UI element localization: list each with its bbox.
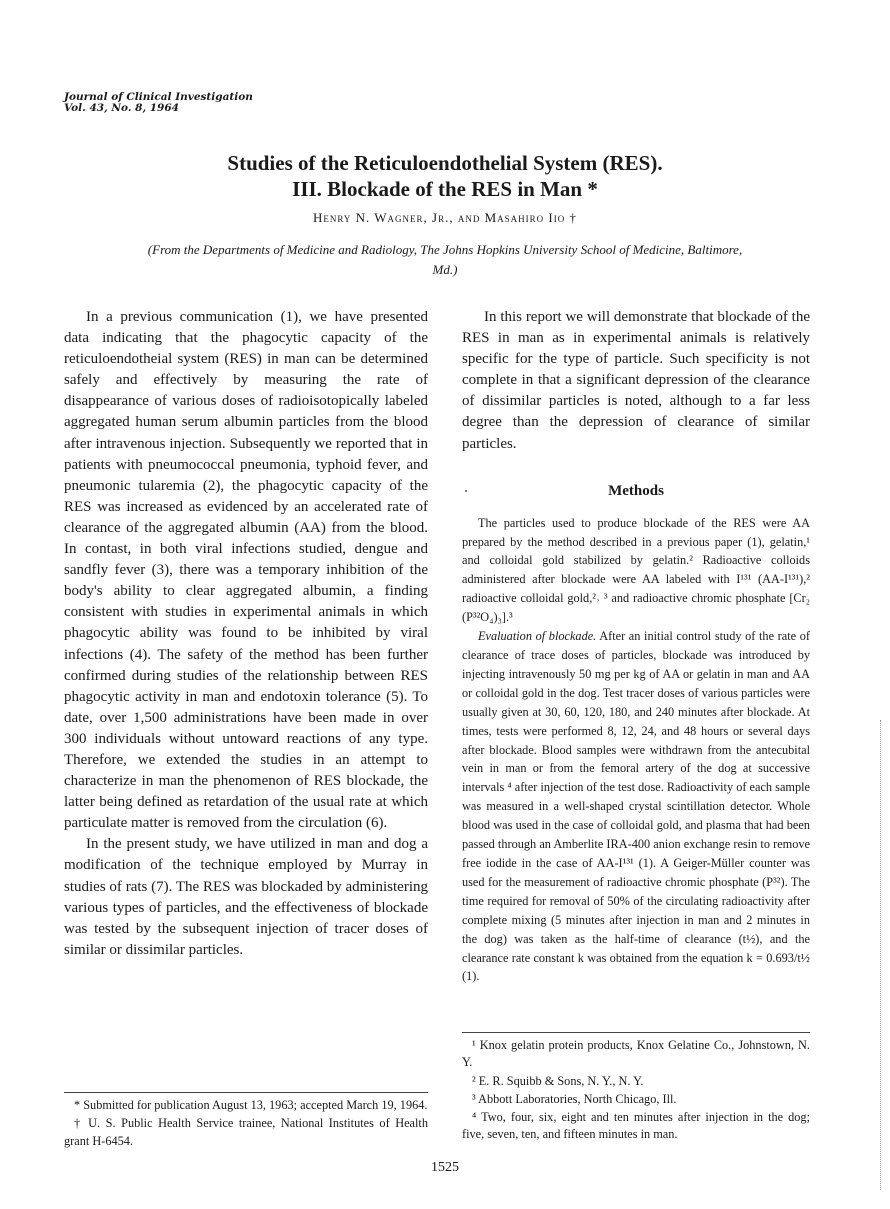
footnotes-right (462, 1032, 810, 1145)
footnote-submission: * Submitted for publication August 13, 1963; accepted March 19, 1964. (74, 1098, 428, 1112)
methods-body (462, 514, 810, 987)
footnote-4: ⁴ Two, four, six, eight and ten minutes after injection in the dog; five, seven, ten, and fifteen minutes in man. (462, 1110, 810, 1142)
scan-mark (465, 490, 467, 492)
title-line-1: Studies of the Reticuloendothelial System (RES). (227, 151, 663, 175)
title-line-2: III. Blockade of the RES in Man * (292, 177, 598, 201)
journal-name: Journal of Clinical Investigation (64, 91, 253, 103)
footnote-3: ³ Abbott Laboratories, North Chicago, Ill. (472, 1091, 677, 1106)
body-paragraph-1: In a previous communication (1), we have presented data indicating that the phagocytic capacity of the reticuloendotheial system (RES) in man can be determined safely and effectively by measuring the rate of disappearance of various doses of radioisotopically labeled aggregated human serum albumin particles from the blood after intravenous injection. Subsequently we reported that in patients with pneumococcal pneumonia, typhoid fever, and pneumonic tularemia (2), the phagocytic capacity of the RES was increased as evidenced by an accelerated rate of clearance of the aggregated albumin (AA) from the blood. In contast, in both viral infections studied, dengue and sandfly fever (3), there was a temporary inhibition of the body's ability to clear aggregated albumin, a finding consistent with studies in experimental animals in which phagocytic ability was found to be inhibited by viral infections (4). The safety of the method has been further confirmed during studies of the relationship between RES phagocytic activity in man and endotoxin tolerance (5). To date, over 1,500 administrations have been made in over 300 individuals without untoward reactions of any type. Therefore, we extended the studies in an attempt to characterize in man the phenomenon of RES blockade, the latter being defined as retardation of the usual rate at which particulate matter is removed from the circulation (6). (64, 309, 428, 832)
scan-edge-line (880, 720, 882, 1190)
intro-paragraph: In this report we will demonstrate that blockade of the RES in man as in experimental animals is relatively specific for the type of particle. Such specificity is not complete in that a significant depression of the clearance of dissimilar particles is noted, although to a far less degree than the depression of clearance of similar particles. (462, 309, 810, 452)
footnote-1: ¹ Knox gelatin protein products, Knox Gelatine Co., Johnstown, N. Y. (462, 1038, 810, 1070)
body-paragraph-2: In the present study, we have utilized in man and dog a modification of the technique employed by Murray in studies of rats (7). The RES was blockaded by administering various types of particles, and the effectiveness of blockade was tested by the subsequent injection of tracer doses of similar or dissimilar particles. (64, 836, 428, 958)
footnote-2: ² E. R. Squibb & Sons, N. Y., N. Y. (472, 1073, 644, 1088)
journal-volume: Vol. 43, No. 8, 1964 (64, 102, 179, 114)
evaluation-runin-heading: Evaluation of blockade. (478, 629, 597, 644)
methods-heading: Methods (608, 482, 664, 499)
right-column (462, 307, 810, 986)
affiliation: (From the Departments of Medicine and Radiology, The Johns Hopkins University School of Medicine, Baltimore, Md.) (147, 242, 743, 277)
methods-paragraph-2 (462, 627, 810, 986)
left-column (64, 307, 428, 961)
authors: Henry N. Wagner, Jr., and Masahiro Iio † (312, 210, 577, 225)
page-number: 1525 (431, 1160, 459, 1175)
footnotes-left (64, 1092, 428, 1151)
footnote-trainee: † U. S. Public Health Service trainee, National Institutes of Health grant H-6454. (64, 1116, 428, 1148)
journal-citation (64, 92, 253, 114)
paper-title (0, 150, 890, 202)
evaluation-text: After an initial control study of the rate of clearance of trace doses of particles, blockade was introduced by injecting intravenously 50 mg per kg of AA or gelatin in man and AA or colloidal gold in the dog. Test tracer doses of various particles were usually given at 30, 60, 120, 180, and 240 minutes after blockade. At times, tests were performed 8, 12, 24, and 48 hours or several days after blockade. Blood samples were withdrawn from the antecubital vein in man or from the femoral artery of the dog at successive intervals ⁴ after injection of the test dose. Radioactivity of each sample was measured in a well-shaped crystal scintillation detector. Whole blood was used in the case of colloidal gold, and plasma that had been passed through an Amberlite IRA-400 anion exchange resin to remove free iodide in the case of AA-I¹³¹ (1). A Geiger-Müller counter was used for the measurement of radioactive chromic phosphate (P³²). The time required for removal of 50% of the circulating radioactivity after complete mixing (5 minutes after injection in man and 2 minutes in the dog) was taken as the half-time of clearance (t½), and the clearance rate constant k was obtained from the equation k = 0.693/t½ (1). (462, 629, 810, 984)
methods-paragraph-1: The particles used to produce blockade of the RES were AA prepared by the method described in a previous paper (1), gelatin,¹ and colloidal gold stabilized by gelatin.² Radioactive colloids administered after blockade were AA labeled with I¹³¹ (AA-I¹³¹),² radioactive colloidal gold,²˒ ³ and radioactive chromic phosphate [Cr₂ (P³²O₄)₃].³ (462, 515, 810, 625)
